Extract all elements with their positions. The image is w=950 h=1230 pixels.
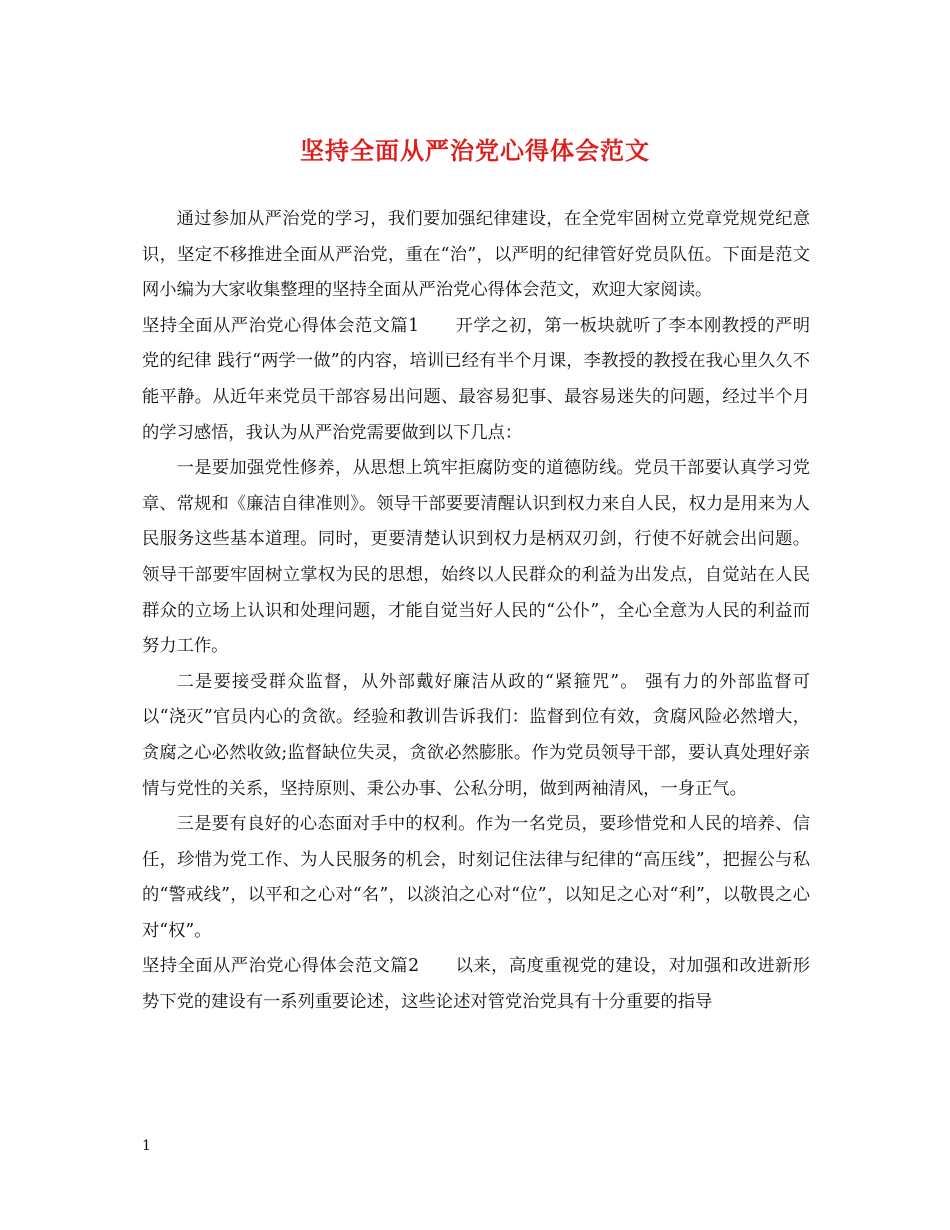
document-title: 坚持全面从严治党心得体会范文: [300, 136, 650, 165]
page-number: 1: [142, 1138, 151, 1154]
article-1-heading: 坚持全面从严治党心得体会范文篇1: [142, 315, 420, 336]
point-2-paragraph: 二是要接受群众监督，从外部戴好廉洁从政的“紧箍咒”。 强有力的外部监督可以“浇灭”官员内心的贪欲。经验和教训告诉我们：监督到位有效，贪腐风险必然增大，贪腐之心必然收敛;监督缺位失灵，贪欲必然膨胀。作为党员领导干部，要认真处理好亲情与党性的关系，坚持原则、秉公办事、公私分明，做到两袖清风，一身正气。: [142, 671, 810, 799]
article-1-paragraph: [142, 309, 810, 451]
intro-paragraph: 通过参加从严治党的学习，我们要加强纪律建设，在全党牢固树立党章党规党纪意识，坚定不移推进全面从严治党，重在“治”，以严明的纪律管好党员队伍。下面是范文网小编为大家收集整理的坚持全面从严治党心得体会范文，欢迎大家阅读。: [142, 209, 810, 301]
article-2-paragraph: [142, 949, 810, 1020]
article-1-lead-text: 开学之初，第一板块就听了李本刚教授的严明党的纪律 践行“两学一做”的内容，培训已经有半个月课，李教授的教授在我心里久久不能平静。从近年来党员干部容易出问题、最容易犯事、最容易迷失的问题，经过半个月的学习感悟，我认为从严治党需要做到以下几点：: [142, 315, 810, 443]
document-body: [142, 202, 810, 1021]
point-1-paragraph: 一是要加强党性修养，从思想上筑牢拒腐防变的道德防线。党员干部要认真学习党章、常规和《廉洁自律准则》。领导干部要要清醒认识到权力来自人民，权力是用来为人民服务这些基本道理。同时，更要清楚认识到权力是柄双刃剑，行使不好就会出问题。领导干部要牢固树立掌权为民的思想，始终以人民群众的利益为出发点，自觉站在人民群众的立场上认识和处理问题，才能自觉当好人民的“公仆”，全心全意为人民的利益而努力工作。: [142, 458, 810, 657]
article-2-heading: 坚持全面从严治党心得体会范文篇2: [142, 956, 420, 977]
point-3-paragraph: 三是要有良好的心态面对手中的权利。作为一名党员，要珍惜党和人民的培养、信任，珍惜为党工作、为人民服务的机会，时刻记住法律与纪律的“高压线”，把握公与私的“警戒线”，以平和之心对“名”，以淡泊之心对“位”，以知足之心对“利”，以敬畏之心对“权”。: [142, 814, 810, 941]
article-2-lead-text: 以来，高度重视党的建设，对加强和改进新形势下党的建设有一系列重要论述，这些论述对管党治党具有十分重要的指导: [142, 956, 810, 1013]
